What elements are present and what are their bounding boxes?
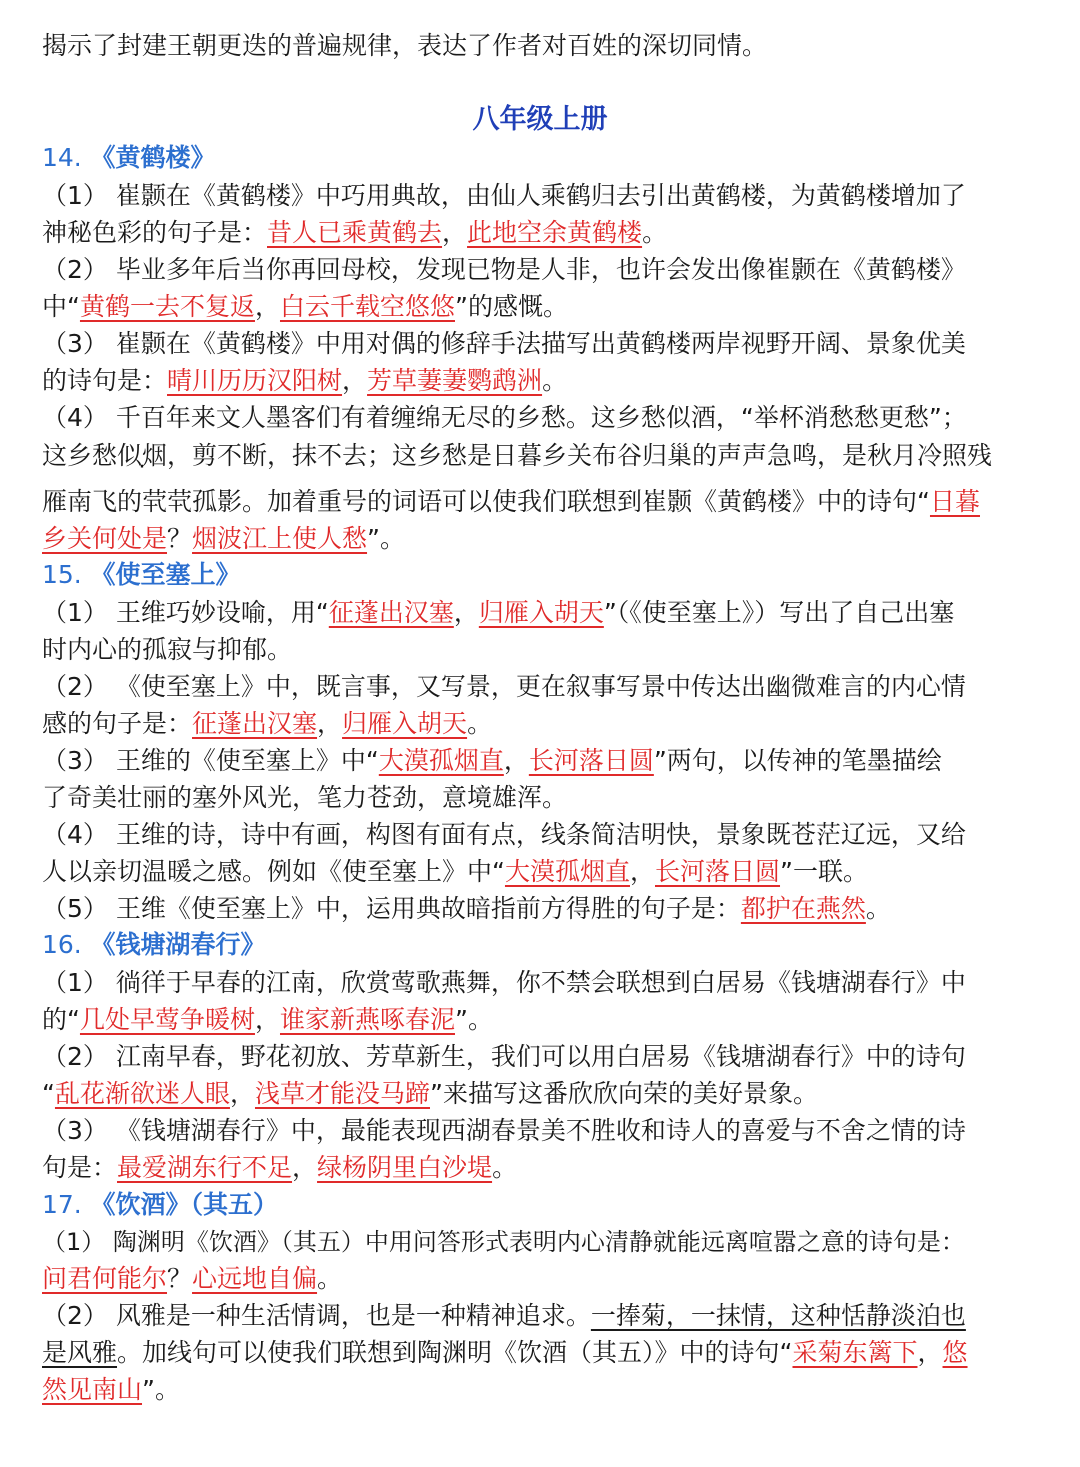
answer: 日暮 [929, 487, 980, 516]
text-span: 。 [492, 1153, 518, 1182]
text-span: 《使至塞上》中，既言事，又写景，更在叙事写景中传达出幽微难言的内心情 [115, 672, 966, 701]
text-span: 。 [865, 894, 891, 923]
text-span: 的诗句是： [42, 366, 168, 395]
answer-line [42, 854, 868, 890]
question-line [42, 743, 942, 779]
text-span: 江南早春，野花初放、芳草新生，我们可以用白居易《钱塘湖春行》中的诗句 [115, 1042, 966, 1071]
text-span: 这乡愁 [42, 441, 118, 470]
text-span: 风雅是一种生活情调，也是一种精神追求。 [115, 1301, 591, 1330]
answer: 采菊东篱下 [792, 1338, 918, 1367]
text-span: （1） [42, 181, 108, 210]
question-line [42, 1039, 966, 1075]
underlined-sentence: 是风雅 [42, 1338, 118, 1367]
text-span: （5） [42, 894, 108, 923]
answer: 归雁入胡天 [478, 598, 604, 627]
answer: 归雁入胡天 [342, 709, 468, 738]
answer: 谁家新燕啄春泥 [279, 1005, 455, 1034]
text-span: （2） [42, 672, 108, 701]
question-line [42, 780, 567, 816]
text-span: （4） [42, 820, 108, 849]
question-line [42, 1335, 968, 1371]
question-line [42, 252, 966, 288]
text-span: （3） [42, 746, 108, 775]
text-span: ， [917, 1338, 943, 1367]
answer: 然见南山 [42, 1375, 143, 1404]
text-span: 毕业多年后当你再回母校，发现已物是人非，也许会发出像崔颢在《黄鹤楼》 [115, 255, 966, 284]
text-span: 千百年来文人墨客们有着缠绵无尽的乡愁。这乡愁似酒，“举杯消愁愁更愁”； [115, 403, 967, 432]
question-line [42, 632, 292, 668]
text-span: 《钱塘湖春行》中，最能表现西湖春景美不胜收和诗人的喜爱与不舍之情的诗 [115, 1116, 966, 1145]
text-span: 时内心的孤寂与抑郁。 [42, 635, 293, 664]
text-span: ， [442, 218, 468, 247]
answer: 几处早莺争暖树 [79, 1005, 255, 1034]
text-span: 王维的诗，诗中有画，构图有面有点，线条简洁明快，景象既苍茫辽远，又给 [115, 820, 966, 849]
answer-line [42, 706, 492, 742]
answer-line [42, 1372, 180, 1408]
text-span: （1） [42, 598, 108, 627]
text-span: 王维的《使至塞上》中“ [115, 746, 379, 775]
section-heading: 八年级上册 [472, 104, 608, 135]
text-span: ”。 [367, 524, 405, 553]
answer: 浅草才能没马蹄 [254, 1079, 430, 1108]
text-span: （1） [42, 968, 108, 997]
intro-text [42, 28, 767, 64]
answer: 昔人已乘黄鹤去 [267, 218, 443, 247]
question-line [42, 817, 966, 853]
answer: 晴川历历汉阳树 [167, 366, 343, 395]
text-span: 《饮酒》（其五） [90, 1190, 278, 1219]
answer: 征蓬出汉塞 [328, 598, 454, 627]
answer: 都护在燕然 [740, 894, 866, 923]
text-span: 。 [542, 366, 568, 395]
question-line [42, 595, 954, 631]
text-span: 。加线句可以使我们联想到陶渊明《饮酒（其五）》中的诗句“ [117, 1338, 793, 1367]
answer: 长河落日圆 [655, 857, 781, 886]
question-line [42, 178, 966, 214]
answer: 心远地自偏 [192, 1264, 318, 1293]
question-line [42, 965, 966, 1001]
text-span: ？ [167, 1264, 193, 1293]
poem-title-17 [42, 1187, 278, 1223]
answer: 悠 [942, 1338, 968, 1367]
text-span: ， [453, 598, 479, 627]
text-span: （1） [42, 1228, 106, 1256]
text-span: （2） [42, 1042, 108, 1071]
text-span: ”的感慨。 [455, 292, 568, 321]
text-span: （4） [42, 403, 108, 432]
answer-line [42, 1261, 342, 1297]
answer-line [42, 891, 891, 927]
answer-line [42, 1076, 818, 1112]
text-span: 。 [642, 218, 668, 247]
question-line [42, 1298, 966, 1334]
answer-line [42, 1002, 493, 1038]
text-span: ， [629, 857, 655, 886]
answer-line [42, 521, 405, 557]
text-span: ， [229, 1079, 255, 1108]
text-span: （3） [42, 1116, 108, 1145]
text-span: ”（《使至塞上》）写出了自己出塞 [603, 598, 955, 627]
answer: 最爱湖东行不足 [117, 1153, 293, 1182]
question-line [42, 326, 966, 362]
text-span: 。 [467, 709, 493, 738]
text-span: 崔颢在《黄鹤楼》中巧用典故，由仙人乘鹤归去引出黄鹤楼，为黄鹤楼增加了 [115, 181, 966, 210]
answer: 大漠孤烟直 [378, 746, 504, 775]
text-span: 中“ [42, 292, 80, 321]
emphasis-marked-text: 似烟 [117, 441, 168, 470]
text-span: ，剪不断，抹不去；这乡愁是日暮乡关布谷归巢的声声急鸣，是秋月冷照残 [167, 441, 993, 470]
text-span: ”。 [142, 1375, 180, 1404]
text-span: 15. [42, 560, 82, 589]
text-span: 16. [42, 930, 82, 959]
answer: 乱花渐欲迷人眼 [54, 1079, 230, 1108]
question-line [42, 1224, 965, 1260]
answer: 大漠孤烟直 [504, 857, 630, 886]
text-span: 崔颢在《黄鹤楼》中用对偶的修辞手法描写出黄鹤楼两岸视野开阔、景象优美 [115, 329, 966, 358]
answer-line [42, 363, 567, 399]
answer: 白云千载空悠悠 [279, 292, 455, 321]
answer: 芳草萋萋鹦鹉洲 [367, 366, 543, 395]
answer: 此地空余黄鹤楼 [467, 218, 643, 247]
text-span: 17. [42, 1190, 82, 1219]
question-line [42, 400, 967, 436]
poem-title-16 [42, 927, 266, 963]
text-span: （3） [42, 329, 108, 358]
text-span: “ [42, 1079, 55, 1108]
text-span: ”。 [455, 1005, 493, 1034]
text-span: ， [503, 746, 529, 775]
text-span: 。 [317, 1264, 343, 1293]
text-span: 《使至塞上》 [90, 560, 241, 589]
answer: 烟波江上使人愁 [192, 524, 368, 553]
question-line [42, 438, 992, 474]
answer: 乡关何处是 [42, 524, 168, 553]
answer: 长河落日圆 [528, 746, 654, 775]
text-span: 徜徉于早春的江南，欣赏莺歌燕舞，你不禁会联想到白居易《钱塘湖春行》中 [115, 968, 966, 997]
text-span: ”来描写这番欣欣向荣的美好景象。 [430, 1079, 818, 1108]
text-span: ？ [167, 524, 193, 553]
answer: 问君何能尔 [42, 1264, 168, 1293]
text-span: ， [292, 1153, 318, 1182]
text-span: 句是： [42, 1153, 118, 1182]
text-span: 了奇美壮丽的塞外风光，笔力苍劲，意境雄浑。 [42, 783, 568, 812]
underlined-sentence: 一捧菊，一抹情，这种恬静淡泊也 [590, 1301, 966, 1330]
text-span: ”一联。 [780, 857, 868, 886]
poem-title-14 [42, 140, 216, 176]
answer-line [42, 289, 568, 325]
text-span: 人以亲切温暖之感。例如《使至塞上》中“ [42, 857, 505, 886]
text-span: 感的句子是： [42, 709, 193, 738]
question-line [42, 1113, 966, 1149]
answer: 征蓬出汉塞 [192, 709, 318, 738]
text-span: 14. [42, 143, 82, 172]
text-span: 《钱塘湖春行》 [90, 930, 266, 959]
text-span: 陶渊明《饮酒》（其五）中用问答形式表明内心清静就能远离喧嚣之意的诗句是： [112, 1228, 965, 1256]
text-span: 神秘色彩的句子是： [42, 218, 268, 247]
text-span: （2） [42, 1301, 108, 1330]
answer: 绿杨阴里白沙堤 [317, 1153, 493, 1182]
text-span: （2） [42, 255, 108, 284]
answer: 黄鹤一去不复返 [79, 292, 255, 321]
text-span: 揭示了封建王朝更迭的普遍规律，表达了作者对百姓的深切同情。 [42, 31, 768, 60]
text-span: 雁南飞的茕茕孤影。加着重号的词语可以使我们联想到崔颢《黄鹤楼》中的诗句“ [42, 487, 930, 516]
text-span: ， [254, 292, 280, 321]
text-span: ， [342, 366, 368, 395]
text-span: ”两句，以传神的笔墨描绘 [653, 746, 942, 775]
answer-line [42, 215, 667, 251]
question-line [42, 484, 980, 520]
question-line [42, 669, 966, 705]
answer-line [42, 1150, 517, 1186]
text-span: 王维《使至塞上》中，运用典故暗指前方得胜的句子是： [115, 894, 741, 923]
text-span: ， [317, 709, 343, 738]
poem-title-15 [42, 557, 241, 593]
text-span: 的“ [42, 1005, 80, 1034]
text-span: 王维巧妙设喻，用“ [115, 598, 329, 627]
text-span: 《黄鹤楼》 [90, 143, 216, 172]
text-span: ， [254, 1005, 280, 1034]
